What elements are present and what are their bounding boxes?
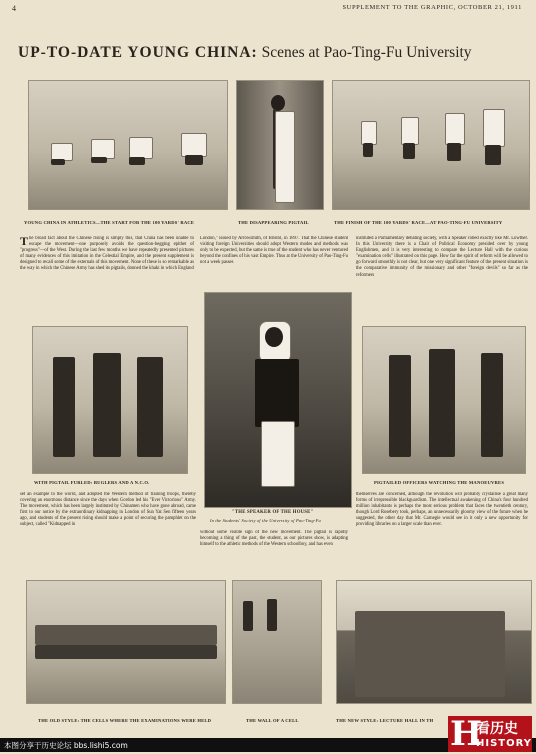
caption-athletics: YOUNG CHINA IN ATHLETICS—THE START FOR THE 100 YARDS' RACE — [24, 220, 195, 225]
dropcap: T — [20, 236, 29, 248]
history-logo — [448, 716, 532, 752]
history-logo-en: HISTORY — [476, 738, 533, 749]
photo-disappearing-pigtail — [236, 80, 324, 210]
photo-speaker — [204, 292, 352, 508]
caption-speaker: "THE SPEAKER OF THE HOUSE" — [232, 510, 314, 515]
article-col-1-text: he broad fact about the Chinese rising is simply this, that China has been unable to escape the movement—one purposely avoids the question-begging epithet of "progress"—of the West. During the last few months we have repeatedly presented pictures of many evidences of this imitation in the Celestial Empire, and the present supplement is designed to recall some of the externals of this movement. None of these is so remarkable as the way in which the Chinese Army has shed its pigtails, donned the khaki in which England — [20, 236, 194, 272]
caption-furled: WITH PIGTAIL FURLED: BUGLERS AND A N.C.O. — [34, 480, 150, 485]
caption-officers: PIGTAILED OFFICERS WATCHING THE MANOEUVRES — [374, 480, 505, 485]
article-col-5: without some visible sign of the new movement. The pigtail is rapidly becoming a thing of the past, the student, as our pictures show, is adapting himself to the athletic methods of the Western schoolboy, and has even — [200, 530, 348, 548]
article-col-4: set an example to the world, and adopted the Western method of training troops, thereby covering an enormous distance since the days when Gordon led his "Ever Victorious" Army. The movement, which has been largely instituted by Chinamen who have gone abroad, came first to our notice by the extraordinary kidnapping in London of Sun Yat Sen fifteen years ago, and students of the present rising should make a point of securing the pamphlet on the subject, called "Kidnapped in — [20, 492, 196, 528]
supplement-header: SUPPLEMENT TO THE GRAPHIC, OCTOBER 21, 1911 — [342, 4, 522, 11]
title-sub: Scenes at Pao-Ting-Fu University — [261, 44, 472, 61]
caption-new-style: THE NEW STYLE: LECTURE HALL IN TH — [336, 718, 434, 723]
title-main: UP-TO-DATE YOUNG CHINA: — [18, 44, 258, 61]
caption-wall: THE WALL OF A CELL — [246, 718, 299, 723]
watermark-text: 本图分享于历史论坛 bbs.lishi5.com — [4, 741, 128, 750]
page-title — [18, 44, 523, 62]
caption-speaker-sub: In the Students' Society of the University of Pao-Ting-Fu — [210, 518, 321, 523]
photo-race-start — [28, 80, 228, 210]
article-col-6: themselves are concerned, although the revolution will probably crystallise a great many forms of irrepressible blackguardism. The intellectual awakening of China's four hundred million inhabitants is perhaps the most serious problem that faces the twentieth century, though Lord Rosebery took, perhaps, an unnecessarily gloomy view of the future when he suggested, the other day that Mr. Carnegie would see in it only a new opportunity for providing libraries on a larger scale than ever. — [356, 492, 528, 528]
photo-lecture-hall — [336, 580, 532, 704]
article-col-3: instituted a Parliamentary debating society, with a Speaker robed exactly like Mr. Lowther. In this University there is a Chair of Political Economy presided over by young Englishmen, and it is very interesting to compare the Lecture Hall with the curious "examination cells" illustrated on this page. How far the spirit of reform will be allowed to go forward smoothly is not clear, but one very significant feature of the present situation is the comparative immunity of the missionary and other "foreign devils" so far as the reformers — [356, 236, 528, 278]
article-col-1 — [20, 236, 194, 320]
caption-finish: THE FINISH OF THE 100 YARDS' RACE—AT PAO-TING-FU UNIVERSITY — [334, 220, 503, 225]
page-number: 4 — [12, 4, 16, 13]
history-logo-letter: H — [450, 714, 483, 754]
photo-race-finish — [332, 80, 530, 210]
caption-old-style: THE OLD STYLE: THE CELLS WHERE THE EXAMINATIONS WERE HELD — [38, 718, 212, 723]
caption-pigtail: THE DISAPPEARING PIGTAIL — [238, 220, 309, 225]
article-col-2: London," issued by Arrowsmith, of Bristol, in 1897. That the Chinese student visiting foreign Universities should adopt Western modes and methods was only to be expected, but the same is true of the student who has never ventured beyond the confines of his vast Empire. Thus at the University of Pao-Ting-Fu not a week passes — [200, 236, 348, 266]
history-logo-cn: 看历史 — [476, 721, 518, 737]
photo-examination-cells — [26, 580, 226, 704]
photo-buglers — [32, 326, 188, 474]
photo-cell-wall — [232, 580, 322, 704]
photo-officers — [362, 326, 526, 474]
